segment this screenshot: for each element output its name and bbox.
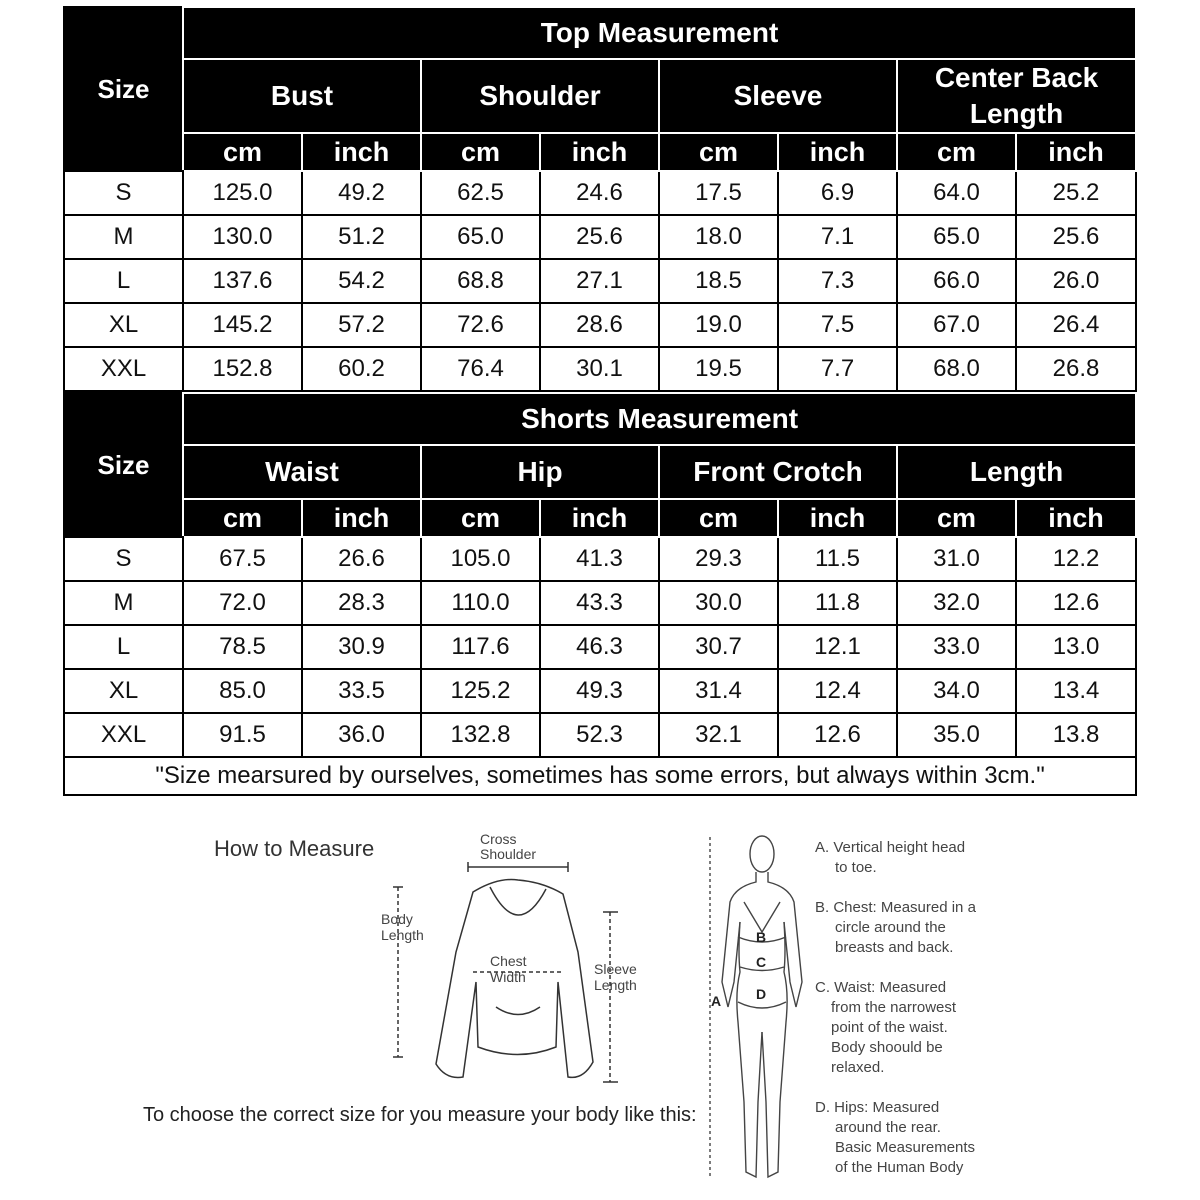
legend-line: circle around the: [835, 919, 946, 936]
unit-header: cm: [421, 133, 540, 171]
size-cell: L: [64, 259, 183, 303]
unit-header: inch: [540, 499, 659, 537]
top-measurement-table: [63, 6, 1137, 392]
body-marker-b: B: [756, 929, 767, 945]
value-cell: 137.6: [183, 259, 302, 303]
size-cell: L: [64, 625, 183, 669]
value-cell: 30.0: [659, 581, 778, 625]
value-cell: 30.9: [302, 625, 421, 669]
value-cell: 62.5: [421, 171, 540, 215]
shorts-table-body: [64, 537, 1136, 757]
value-cell: 33.5: [302, 669, 421, 713]
unit-header: cm: [183, 133, 302, 171]
value-cell: 68.0: [897, 347, 1016, 391]
value-cell: 110.0: [421, 581, 540, 625]
unit-header: cm: [659, 499, 778, 537]
value-cell: 17.5: [659, 171, 778, 215]
size-cell: S: [64, 171, 183, 215]
value-cell: 29.3: [659, 537, 778, 581]
legend-line: of the Human Body: [835, 1159, 964, 1176]
value-cell: 31.4: [659, 669, 778, 713]
column-group-header: Shoulder: [421, 59, 659, 133]
column-group-header: Sleeve: [659, 59, 897, 133]
value-cell: 54.2: [302, 259, 421, 303]
value-cell: 91.5: [183, 713, 302, 757]
value-cell: 125.2: [421, 669, 540, 713]
sleeve-length-label: Sleeve: [594, 961, 637, 977]
value-cell: 117.6: [421, 625, 540, 669]
legend-line: D. Hips: Measured: [815, 1099, 940, 1116]
body-marker-d: D: [756, 986, 767, 1002]
value-cell: 105.0: [421, 537, 540, 581]
unit-header: inch: [302, 499, 421, 537]
value-cell: 26.4: [1016, 303, 1136, 347]
size-cell: S: [64, 537, 183, 581]
size-cell: XXL: [64, 713, 183, 757]
value-cell: 25.6: [540, 215, 659, 259]
value-cell: 30.7: [659, 625, 778, 669]
value-cell: 66.0: [897, 259, 1016, 303]
legend-line: to toe.: [835, 859, 877, 876]
value-cell: 12.4: [778, 669, 897, 713]
value-cell: 67.0: [897, 303, 1016, 347]
measurement-legend: [815, 838, 1015, 1198]
table-row: [64, 215, 1136, 259]
unit-header: cm: [897, 499, 1016, 537]
value-cell: 76.4: [421, 347, 540, 391]
cross-shoulder-label: Cross: [480, 832, 517, 847]
legend-line: Body shoould be: [831, 1039, 943, 1056]
legend-line: Basic Measurements: [835, 1139, 976, 1156]
value-cell: 26.0: [1016, 259, 1136, 303]
value-cell: 19.5: [659, 347, 778, 391]
legend-line: from the narrowest: [831, 999, 957, 1016]
unit-header: inch: [302, 133, 421, 171]
column-group-header: Center Back Length: [897, 59, 1136, 133]
chest-width-label: Width: [490, 969, 526, 985]
unit-header: inch: [778, 499, 897, 537]
value-cell: 11.8: [778, 581, 897, 625]
value-cell: 41.3: [540, 537, 659, 581]
value-cell: 46.3: [540, 625, 659, 669]
value-cell: 26.6: [302, 537, 421, 581]
value-cell: 12.6: [1016, 581, 1136, 625]
cross-shoulder-label: Shoulder: [480, 846, 537, 862]
legend-line: point of the waist.: [831, 1019, 948, 1036]
column-group-header: Waist: [183, 445, 421, 499]
value-cell: 64.0: [897, 171, 1016, 215]
value-cell: 6.9: [778, 171, 897, 215]
value-cell: 78.5: [183, 625, 302, 669]
value-cell: 125.0: [183, 171, 302, 215]
value-cell: 13.4: [1016, 669, 1136, 713]
value-cell: 152.8: [183, 347, 302, 391]
value-cell: 52.3: [540, 713, 659, 757]
table-row: [64, 625, 1136, 669]
top-table-body: [64, 171, 1136, 391]
size-header: Size: [64, 393, 183, 537]
table-title: Top Measurement: [183, 7, 1136, 59]
legend-item: [815, 1098, 1015, 1178]
value-cell: 31.0: [897, 537, 1016, 581]
unit-header: cm: [183, 499, 302, 537]
size-chart: [63, 6, 1136, 796]
size-cell: XXL: [64, 347, 183, 391]
value-cell: 33.0: [897, 625, 1016, 669]
value-cell: 57.2: [302, 303, 421, 347]
measurement-note: "Size mearsured by ourselves, sometimes has some errors, but always within 3cm.": [64, 757, 1136, 795]
value-cell: 68.8: [421, 259, 540, 303]
table-row: [64, 537, 1136, 581]
value-cell: 28.6: [540, 303, 659, 347]
legend-line: B. Chest: Measured in a: [815, 899, 976, 916]
value-cell: 30.1: [540, 347, 659, 391]
column-group-header: Bust: [183, 59, 421, 133]
value-cell: 12.2: [1016, 537, 1136, 581]
how-to-measure-heading: How to Measure: [214, 836, 375, 861]
value-cell: 145.2: [183, 303, 302, 347]
human-body-diagram: [700, 832, 810, 1192]
value-cell: 13.0: [1016, 625, 1136, 669]
value-cell: 13.8: [1016, 713, 1136, 757]
value-cell: 12.1: [778, 625, 897, 669]
value-cell: 130.0: [183, 215, 302, 259]
value-cell: 24.6: [540, 171, 659, 215]
legend-line: relaxed.: [831, 1059, 885, 1076]
value-cell: 67.5: [183, 537, 302, 581]
shorts-measurement-table: [63, 392, 1137, 796]
sleeve-length-label: Length: [594, 977, 637, 993]
value-cell: 12.6: [778, 713, 897, 757]
choose-size-instruction: To choose the correct size for you measure your body like this:: [143, 1104, 697, 1126]
value-cell: 85.0: [183, 669, 302, 713]
unit-header: cm: [659, 133, 778, 171]
body-length-label: Body: [381, 911, 413, 927]
unit-header: inch: [540, 133, 659, 171]
value-cell: 18.5: [659, 259, 778, 303]
table-row: [64, 669, 1136, 713]
value-cell: 7.5: [778, 303, 897, 347]
value-cell: 34.0: [897, 669, 1016, 713]
value-cell: 60.2: [302, 347, 421, 391]
size-cell: M: [64, 215, 183, 259]
legend-line: breasts and back.: [835, 939, 954, 956]
value-cell: 65.0: [421, 215, 540, 259]
legend-line: around the rear.: [835, 1119, 941, 1136]
size-cell: XL: [64, 669, 183, 713]
value-cell: 51.2: [302, 215, 421, 259]
table-row: [64, 713, 1136, 757]
value-cell: 28.3: [302, 581, 421, 625]
body-marker-a: A: [711, 993, 722, 1009]
size-header: Size: [64, 7, 183, 171]
value-cell: 49.2: [302, 171, 421, 215]
value-cell: 11.5: [778, 537, 897, 581]
value-cell: 7.7: [778, 347, 897, 391]
value-cell: 19.0: [659, 303, 778, 347]
value-cell: 72.0: [183, 581, 302, 625]
legend-item: [815, 978, 1015, 1078]
table-row: [64, 303, 1136, 347]
column-group-header: Length: [897, 445, 1136, 499]
value-cell: 26.8: [1016, 347, 1136, 391]
value-cell: 49.3: [540, 669, 659, 713]
size-cell: M: [64, 581, 183, 625]
table-row: [64, 171, 1136, 215]
unit-header: inch: [778, 133, 897, 171]
unit-header: inch: [1016, 499, 1136, 537]
value-cell: 32.1: [659, 713, 778, 757]
size-cell: XL: [64, 303, 183, 347]
chest-width-label: Chest: [490, 953, 527, 969]
legend-line: A. Vertical height head: [815, 839, 966, 856]
body-length-label: Length: [381, 927, 424, 943]
table-title: Shorts Measurement: [183, 393, 1136, 445]
value-cell: 43.3: [540, 581, 659, 625]
value-cell: 25.6: [1016, 215, 1136, 259]
table-row: [64, 259, 1136, 303]
table-row: [64, 581, 1136, 625]
value-cell: 18.0: [659, 215, 778, 259]
unit-header: cm: [897, 133, 1016, 171]
table-row: [64, 347, 1136, 391]
column-group-header: Front Crotch: [659, 445, 897, 499]
value-cell: 72.6: [421, 303, 540, 347]
value-cell: 36.0: [302, 713, 421, 757]
value-cell: 7.1: [778, 215, 897, 259]
value-cell: 132.8: [421, 713, 540, 757]
legend-item: [815, 838, 1015, 878]
how-to-measure-section: [0, 808, 1200, 1200]
legend-line: C. Waist: Measured: [815, 979, 947, 996]
value-cell: 65.0: [897, 215, 1016, 259]
legend-item: [815, 898, 1015, 958]
body-marker-c: C: [756, 954, 767, 970]
value-cell: 35.0: [897, 713, 1016, 757]
value-cell: 27.1: [540, 259, 659, 303]
unit-header: cm: [421, 499, 540, 537]
sweater-diagram: [378, 832, 658, 1092]
value-cell: 32.0: [897, 581, 1016, 625]
value-cell: 25.2: [1016, 171, 1136, 215]
value-cell: 7.3: [778, 259, 897, 303]
column-group-header: Hip: [421, 445, 659, 499]
unit-header: inch: [1016, 133, 1136, 171]
